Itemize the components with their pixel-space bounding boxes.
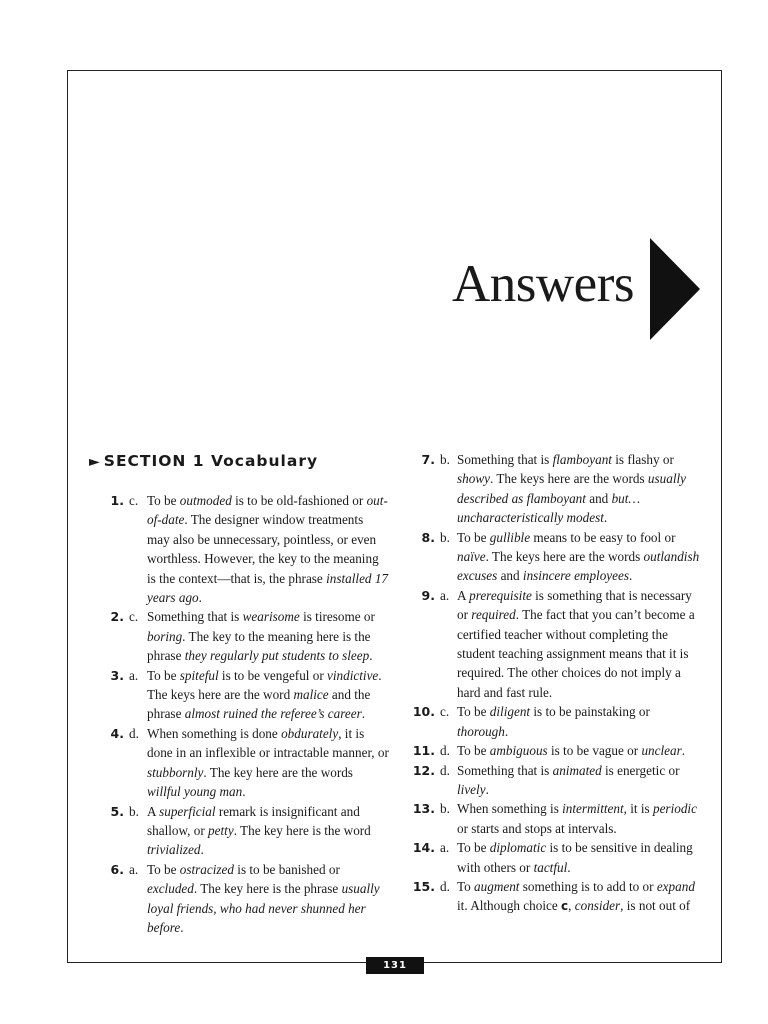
answer-choice-letter: b. xyxy=(440,529,450,545)
answer-item xyxy=(89,724,389,802)
answer-item xyxy=(89,860,389,938)
answer-item xyxy=(89,607,389,665)
explanation-text: Something that is xyxy=(457,452,553,467)
answer-number-text: 7. xyxy=(421,452,435,467)
answer-explanation xyxy=(457,761,700,800)
explanation-text: To be xyxy=(457,840,490,856)
answer-number-text: 15. xyxy=(412,878,435,894)
explanation-text: Something that is xyxy=(147,609,243,625)
explanation-text: A xyxy=(147,803,160,819)
explanation-text: is flashy or xyxy=(611,452,674,467)
key-term: usually loyal friends, who had never shunned her before xyxy=(147,881,380,935)
explanation-text: A xyxy=(457,587,470,603)
explanation-text: . xyxy=(361,706,366,722)
key-term: consider xyxy=(574,898,621,914)
key-term: installed 17 years ago xyxy=(147,570,389,606)
key-term: willful young man xyxy=(147,784,243,800)
key-term: malice xyxy=(293,687,329,703)
explanation-text: To be xyxy=(457,704,490,720)
answers-column-left xyxy=(89,491,389,937)
key-term: insincere employees xyxy=(522,568,629,584)
answer-explanation xyxy=(147,860,389,938)
explanation-text: . xyxy=(180,919,184,935)
explanation-text: . xyxy=(603,510,608,526)
explanation-text: . xyxy=(200,842,204,858)
answer-item xyxy=(400,741,700,760)
answer-item xyxy=(89,666,389,724)
key-term: out-of-date xyxy=(147,493,388,528)
answer-number xyxy=(89,491,124,510)
answer-number-text: 2. xyxy=(110,609,124,625)
section-marker-icon: ► xyxy=(89,454,100,470)
key-term: gullible xyxy=(489,529,531,545)
answer-choice-letter: d. xyxy=(440,878,450,894)
explanation-text: remark is insignificant and shallow, or xyxy=(147,803,360,838)
answer-number xyxy=(400,877,435,896)
explanation-text: When something is xyxy=(457,801,563,817)
answer-choice-letter: a. xyxy=(440,840,450,856)
explanation-text: . xyxy=(485,781,489,797)
answer-choice-letter: a. xyxy=(440,587,450,603)
explanation-text: Something that is xyxy=(457,762,553,778)
explanation-text: it. Although choice xyxy=(457,898,562,914)
explanation-text: , it is done in an inflexible or intractable manner, or xyxy=(147,725,389,761)
answer-number xyxy=(400,838,435,857)
answer-number-text: 14. xyxy=(412,840,435,856)
answer-number xyxy=(400,761,435,780)
answer-number xyxy=(89,802,124,821)
explanation-text: , is not out of xyxy=(620,898,691,914)
explanation-text: . The key here is the word xyxy=(233,822,371,838)
explanation-text: . The key here are the words xyxy=(203,764,353,780)
key-term: petty xyxy=(208,822,234,838)
explanation-text: . The key here is the phrase xyxy=(193,881,342,897)
explanation-text: is energetic or xyxy=(601,762,680,778)
chapter-arrow-icon xyxy=(650,238,700,340)
explanation-text: To be xyxy=(457,529,490,545)
answer-choice-letter: a. xyxy=(129,861,139,877)
chapter-title: Answers xyxy=(452,255,634,313)
key-term: diplomatic xyxy=(489,840,547,856)
explanation-text: To be xyxy=(147,667,180,683)
answer-explanation xyxy=(457,838,700,877)
answer-number xyxy=(400,702,435,721)
explanation-text: To be xyxy=(457,743,490,759)
key-term: periodic xyxy=(652,801,697,817)
answer-number-text: 9. xyxy=(421,587,435,603)
explanation-text: is to be painstaking or xyxy=(530,704,650,720)
section-heading-text: SECTION 1 Vocabulary xyxy=(103,452,319,470)
answer-explanation xyxy=(457,741,700,760)
explanation-text: or starts and stops at intervals. xyxy=(457,820,617,836)
answer-explanation xyxy=(147,607,389,665)
answer-choice-letter: a. xyxy=(129,667,139,683)
key-term: flamboyant xyxy=(552,452,612,467)
key-term: boring xyxy=(147,628,183,644)
explanation-text: , it is xyxy=(623,801,653,817)
explanation-text: is tiresome or xyxy=(299,609,375,625)
explanation-text: To be xyxy=(147,861,180,877)
explanation-text: . xyxy=(369,648,373,664)
explanation-text: . The fact that you can’t become a certified teacher without completing the student teaching assignment means that it is required. The other choices do not imply a hard and fast rule. xyxy=(457,607,695,700)
section-heading xyxy=(89,451,318,472)
explanation-text: To be xyxy=(147,493,180,508)
key-term: trivialized xyxy=(147,842,201,858)
answer-number xyxy=(89,666,124,685)
answer-choice-letter: d. xyxy=(440,762,450,778)
key-term: thorough xyxy=(457,723,505,739)
key-term: superficial xyxy=(159,803,216,819)
answer-explanation xyxy=(457,877,700,917)
answer-number xyxy=(400,799,435,818)
key-term: ostracized xyxy=(179,861,234,877)
answer-explanation xyxy=(457,528,700,586)
answer-item xyxy=(400,702,700,741)
answer-item xyxy=(89,491,389,607)
answer-number-text: 8. xyxy=(421,529,435,545)
answer-explanation xyxy=(147,724,389,802)
answer-item xyxy=(400,586,700,702)
key-term: augment xyxy=(474,878,520,894)
explanation-text: . The designer window treatments may also be unnecessary, pointless, or even worthless. However, the key to the meaning is the context—that is, the phrase xyxy=(147,512,379,586)
explanation-text: When something is done xyxy=(147,725,282,741)
answer-explanation xyxy=(457,702,700,741)
key-term: unclear xyxy=(641,743,682,759)
answer-number-text: 5. xyxy=(110,803,124,819)
answer-choice-letter: b. xyxy=(129,803,139,819)
key-term: wearisome xyxy=(242,609,300,625)
explanation-text: and xyxy=(497,568,523,584)
answer-item xyxy=(400,528,700,586)
answer-item xyxy=(400,761,700,800)
explanation-text: is to be sensitive in dealing with others or xyxy=(457,840,693,875)
answer-choice-letter: b. xyxy=(440,452,450,467)
page-number: 131 xyxy=(366,957,424,974)
explanation-text: and the phrase xyxy=(147,687,371,722)
answer-item xyxy=(400,799,700,838)
key-term: diligent xyxy=(489,704,531,720)
answer-item xyxy=(89,802,389,860)
answer-number-text: 4. xyxy=(110,725,124,741)
answer-number xyxy=(400,528,435,547)
answer-explanation xyxy=(457,586,700,702)
key-term: lively xyxy=(457,781,486,797)
explanation-text: , xyxy=(568,898,575,914)
answer-item xyxy=(400,838,700,877)
explanation-text: . The keys here are the words xyxy=(485,549,644,565)
answer-number-text: 10. xyxy=(412,704,435,720)
key-term: intermittent xyxy=(562,801,624,817)
explanation-text: . xyxy=(681,743,686,759)
key-term: expand xyxy=(656,878,695,894)
answer-number-text: 13. xyxy=(412,801,435,817)
key-term: usually described as flamboyant xyxy=(457,471,687,506)
explanation-text: something is to add to or xyxy=(519,878,657,894)
answer-choice-letter: d. xyxy=(129,725,139,741)
answer-choice-letter: c. xyxy=(129,609,139,625)
explanation-text: is something that is necessary or xyxy=(457,587,692,623)
key-term: outlandish excuses xyxy=(457,549,700,584)
answer-choice-letter: c. xyxy=(440,704,450,720)
explanation-text: . The key to the meaning here is the phrase xyxy=(147,628,371,664)
answer-explanation xyxy=(457,799,700,838)
answer-number-text: 12. xyxy=(412,762,435,778)
explanation-text: . xyxy=(629,568,633,584)
answer-explanation xyxy=(147,666,389,724)
key-term: prerequisite xyxy=(469,587,532,603)
answer-number xyxy=(400,741,435,760)
key-term: almost ruined the referee’s career xyxy=(184,706,362,722)
key-term: required xyxy=(471,607,516,623)
answer-number xyxy=(89,860,124,879)
explanation-text: is to be vague or xyxy=(547,743,642,759)
answer-number xyxy=(89,607,124,626)
key-term: but…uncharacteristically modest xyxy=(457,490,641,526)
key-term: excluded xyxy=(147,881,194,897)
answers-column-right xyxy=(400,450,700,917)
explanation-text: . xyxy=(567,859,571,875)
explanation-text: . xyxy=(198,590,202,606)
key-term: they regularly put students to sleep xyxy=(184,648,370,664)
explanation-text: . The keys here are the words xyxy=(489,471,648,487)
answer-number-text: 11. xyxy=(412,743,435,759)
answer-explanation xyxy=(147,802,389,860)
key-term: outmoded xyxy=(179,493,232,508)
explanation-text: is to be banished or xyxy=(234,861,340,877)
answer-number xyxy=(89,724,124,743)
explanation-text: . xyxy=(504,723,509,739)
explanation-text: and xyxy=(585,490,612,506)
answer-explanation xyxy=(457,450,700,528)
explanation-text: . The keys here are the word xyxy=(147,667,382,703)
key-term: animated xyxy=(552,762,602,778)
answer-number xyxy=(400,450,435,469)
key-term: ambiguous xyxy=(489,743,548,759)
answer-choice-letter: b. xyxy=(440,801,450,817)
key-term: obdurately xyxy=(281,725,339,741)
choice-reference: c xyxy=(561,899,569,914)
key-term: stubbornly xyxy=(147,764,204,780)
key-term: tactful xyxy=(533,859,568,875)
answer-explanation xyxy=(147,491,389,607)
explanation-text: is to be old-fashioned or xyxy=(231,493,367,508)
answer-item xyxy=(400,450,700,528)
explanation-text: To xyxy=(457,878,475,894)
explanation-text: is to be vengeful or xyxy=(218,667,328,683)
explanation-text: . xyxy=(242,784,246,800)
answer-choice-letter: d. xyxy=(440,743,450,759)
answer-item xyxy=(400,877,700,917)
key-term: spiteful xyxy=(179,667,219,683)
answer-number xyxy=(400,586,435,605)
key-term: vindictive xyxy=(327,667,379,683)
explanation-text: means to be easy to fool or xyxy=(530,529,676,545)
answer-choice-letter: c. xyxy=(129,493,139,508)
key-term: showy xyxy=(457,471,490,487)
answer-number-text: 3. xyxy=(110,667,124,683)
answer-number-text: 6. xyxy=(110,861,124,877)
key-term: naïve xyxy=(457,549,486,565)
answer-number-text: 1. xyxy=(110,493,124,508)
